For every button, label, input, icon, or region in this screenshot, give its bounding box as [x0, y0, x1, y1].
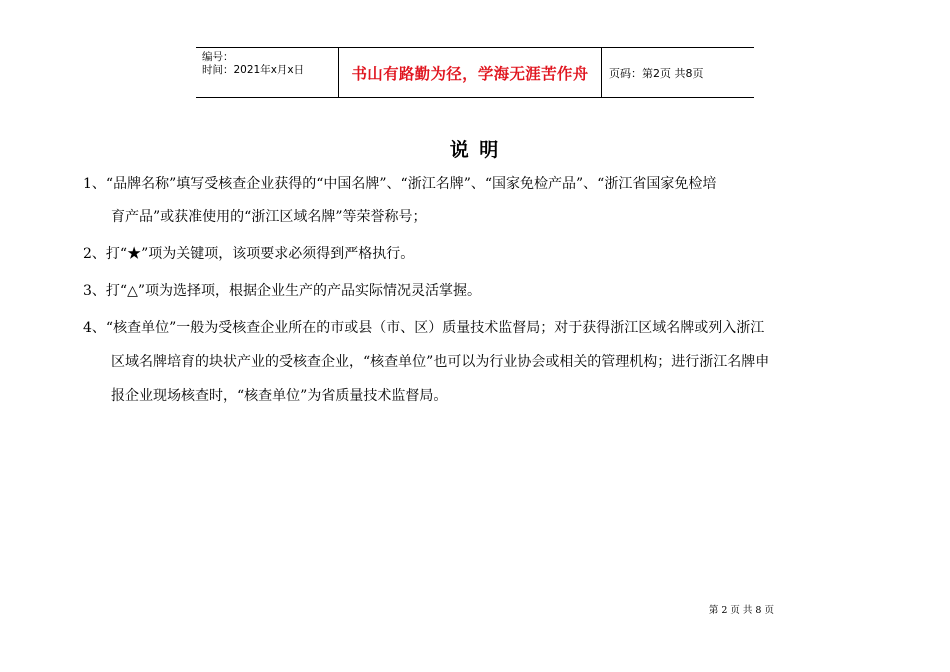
item-4-line-3: 报企业现场核查时，“核查单位”为省质量技术监督局。	[111, 388, 448, 404]
item-1-line-1: 1、“品牌名称”填写受核查企业获得的“中国名牌”、“浙江名牌”、“国家免检产品”、“浙江省国家免检培	[83, 176, 717, 192]
header-motto-cell	[339, 48, 602, 97]
item-4-line-1: 4、“核查单位”一般为受核查企业所在的市或县（市、区）质量技术监督局；对于获得浙江区域名牌或列入浙江	[83, 320, 765, 336]
document-time-label: 时间：2021年x月x日	[202, 64, 305, 76]
item-3-line-1: 3、打“△”项为选择项，根据企业生产的产品实际情况灵活掌握。	[83, 283, 481, 299]
header-motto: 书山有路勤为径，学海无涯苦作舟	[351, 64, 589, 83]
item-2-line-1: 2、打“★”项为关键项，该项要求必须得到严格执行。	[83, 246, 415, 262]
footer-page-indicator: 第 2 页 共 8 页	[708, 605, 774, 616]
item-4-line-2: 区域名牌培育的块状产业的受核查企业，“核查单位”也可以为行业协会或相关的管理机构；进行浙江名牌申	[111, 354, 770, 370]
header-meta-cell	[196, 48, 339, 97]
document-number-label: 编号：	[202, 51, 234, 63]
document-header-table	[196, 47, 754, 98]
item-1-line-2: 育产品”或获准使用的“浙江区域名牌”等荣誉称号；	[111, 209, 427, 225]
header-page-cell	[602, 48, 754, 97]
header-page-label: 页码：第2页 共8页	[609, 66, 704, 80]
page-title: 说 明	[449, 139, 501, 161]
